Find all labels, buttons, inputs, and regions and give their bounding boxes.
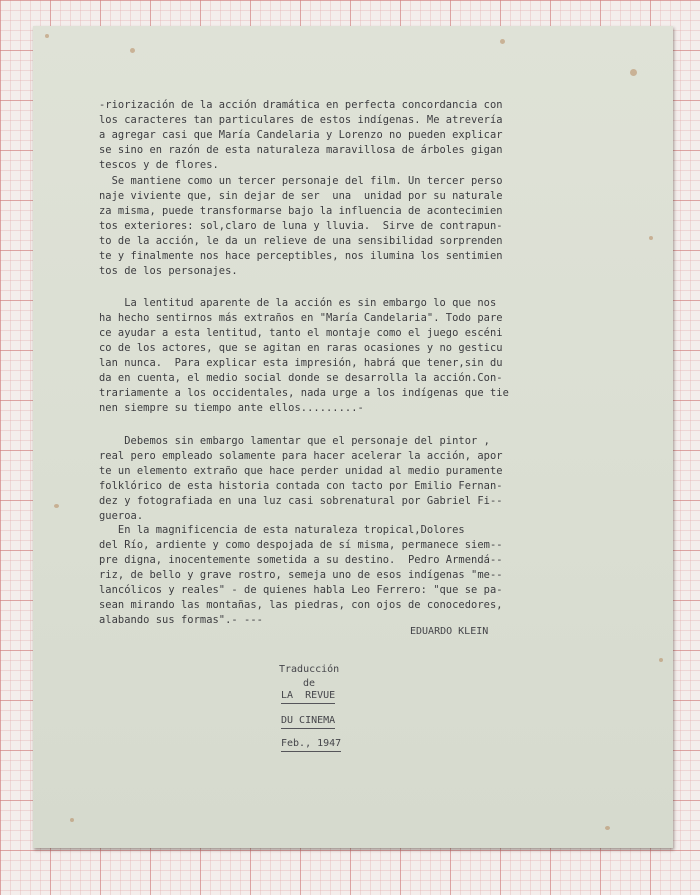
text-line: za misma, puede transformarse bajo la influencia de acontecimien [99,205,503,217]
text-line: te un elemento extraño que hace perder unidad al medio puramente [99,465,503,477]
text-line: En la magnificencia de esta naturaleza tropical,Dolores [99,524,465,536]
text-line: nen siempre su tiempo ante ellos.........- [99,402,364,414]
credit-line: LA REVUE [281,689,335,704]
text-line: pre digna, inocentemente sometida a su destino. Pedro Armendá-- [99,554,503,566]
text-line: los caracteres tan particulares de estos indígenas. Me atrevería [99,114,503,126]
foxing-spot [70,818,74,822]
foxing-spot [54,504,59,508]
text-line: tos exteriores: sol,claro de luna y lluvia. Sirve de contrapun- [99,220,503,232]
credit-line: Feb., 1947 [281,737,341,752]
text-line: real pero empleado solamente para hacer acelerar la acción, apor [99,450,503,462]
text-line: alabando sus formas".- --- [99,614,263,626]
text-line: lan nunca. Para explicar esta impresión, habrá que tener,sin du [99,357,503,369]
text-line: ce ayudar a esta lentitud, tanto el montaje como el juego escéni [99,327,503,339]
foxing-spot [45,34,49,38]
text-line: da en cuenta, el medio social donde se desarrolla la acción.Con- [99,372,503,384]
text-line: folklórico de esta historia contada con tacto por Emilio Fernan- [99,480,503,492]
text-line: te y finalmente nos hace perceptibles, nos ilumina los sentimien [99,250,503,262]
foxing-spot [500,39,505,44]
text-line: Se mantiene como un tercer personaje del film. Un tercer perso [99,175,503,187]
text-line: tescos y de flores. [99,159,219,171]
text-line: -riorización de la acción dramática en perfecta concordancia con [99,99,503,111]
foxing-spot [605,826,610,830]
signature: EDUARDO KLEIN [410,626,489,637]
text-line: tos de los personajes. [99,265,238,277]
text-line: ha hecho sentirnos más extraños en "María Candelaria". Todo pare [99,312,503,324]
credit-line: de [303,678,316,689]
text-line: Debemos sin embargo lamentar que el personaje del pintor , [99,435,490,447]
text-line: naje viviente que, sin dejar de ser una unidad por su naturale [99,190,503,202]
typewritten-page [33,26,673,848]
credit-line: Traducción [279,664,340,675]
text-line: riz, de bello y grave rostro, semeja uno de esos indígenas "me-- [99,569,503,581]
text-line: co de los actores, que se agitan en raras ocasiones y no gesticu [99,342,503,354]
text-line: to de la acción, le da un relieve de una sensibilidad sorprenden [99,235,503,247]
text-line: a agregar casi que María Candelaria y Lorenzo no pueden explicar [99,129,503,141]
foxing-spot [630,69,637,76]
text-line: se sino en razón de esta naturaleza maravillosa de árboles gigan [99,144,503,156]
text-line: La lentitud aparente de la acción es sin embargo lo que nos [99,297,497,309]
text-line: trariamente a los occidentales, nada urge a los indígenas que tie [99,387,509,399]
foxing-spot [130,48,135,53]
text-line: dez y fotografiada en una luz casi sobrenatural por Gabriel Fi-- [99,495,503,507]
foxing-spot [659,658,663,662]
text-line: lancólicos y reales" - de quienes habla Leo Ferrero: "que se pa- [99,584,503,596]
text-line: del Río, ardiente y como despojada de sí misma, permanece siem-- [99,539,503,551]
text-line: gueroa. [99,510,144,522]
credit-line: DU CINEMA [281,714,335,729]
text-line: sean mirando las montañas, las piedras, con ojos de conocedores, [99,599,503,611]
foxing-spot [649,236,653,240]
